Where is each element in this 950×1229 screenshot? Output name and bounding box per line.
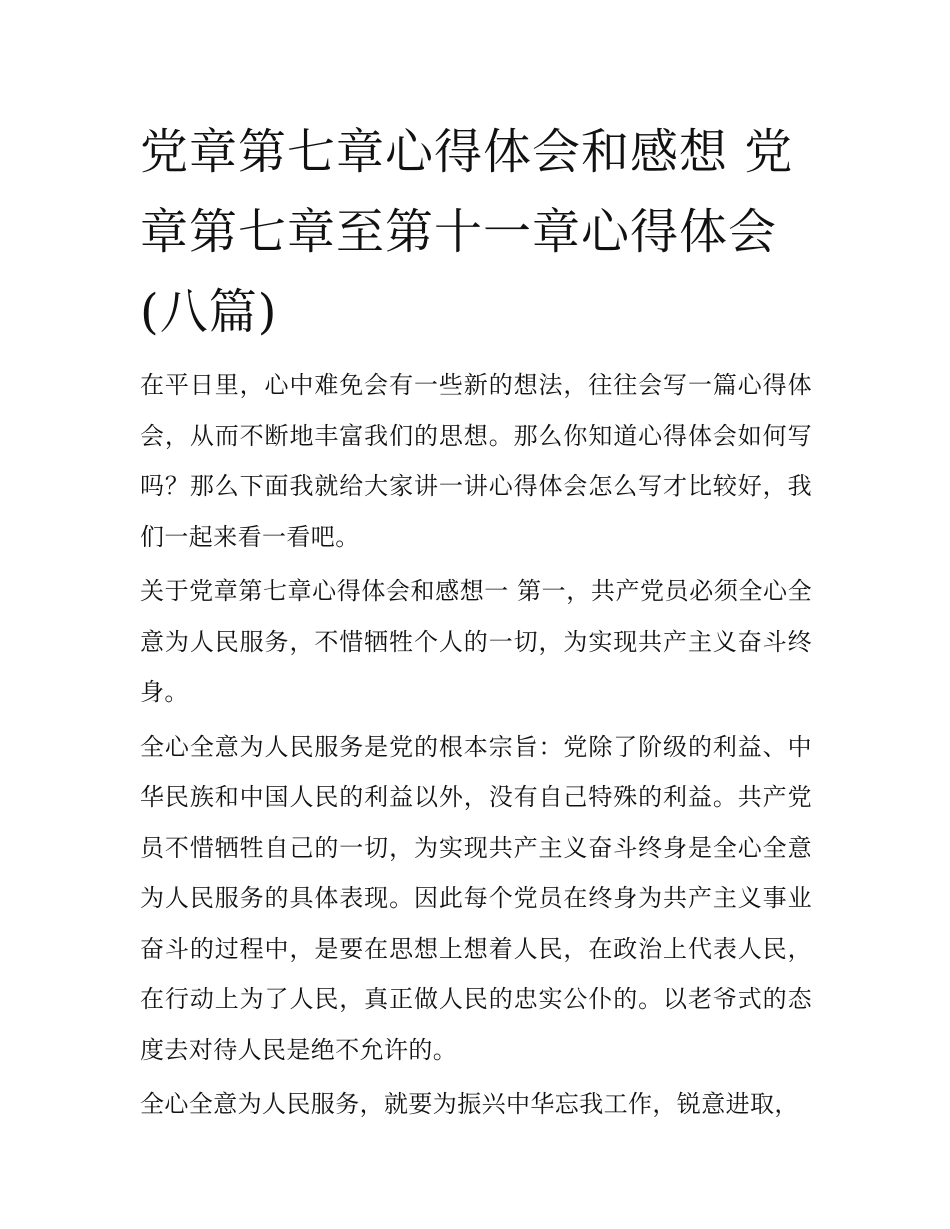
document-title: 党章第七章心得体会和感想 党章第七章至第十一章心得体会(八篇)	[140, 124, 794, 340]
paragraph-intro: 在平日里，心中难免会有一些新的想法，往往会写一篇心得体会，从而不断地丰富我们的思想。那么你知道心得体会如何写吗？那么下面我就给大家讲一讲心得体会怎么写才比较好，我们一起来看一看吧。	[140, 371, 812, 551]
paragraph-first-point: 关于党章第七章心得体会和感想一 第一，共产党员必须全心全意为人民服务，不惜牺牲个人的一切，为实现共产主义奋斗终身。	[140, 577, 812, 706]
paragraph-work-selflessly: 全心全意为人民服务，就要为振兴中华忘我工作，锐意进取，	[140, 1090, 799, 1118]
document-body	[140, 112, 812, 1134]
paragraph-serve-people: 全心全意为人民服务是党的根本宗旨：党除了阶级的利益、中华民族和中国人民的利益以外，没有自己特殊的利益。共产党员不惜牺牲自己的一切，为实现共产主义奋斗终身是全心全意为人民服务的具体表现。因此每个党员在终身为共产主义事业奋斗的过程中，是要在思想上想着人民，在政治上代表人民，在行动上为了人民，真正做人民的忠实公仆的。以老爷式的态度去对待人民是绝不允许的。	[140, 732, 812, 1064]
